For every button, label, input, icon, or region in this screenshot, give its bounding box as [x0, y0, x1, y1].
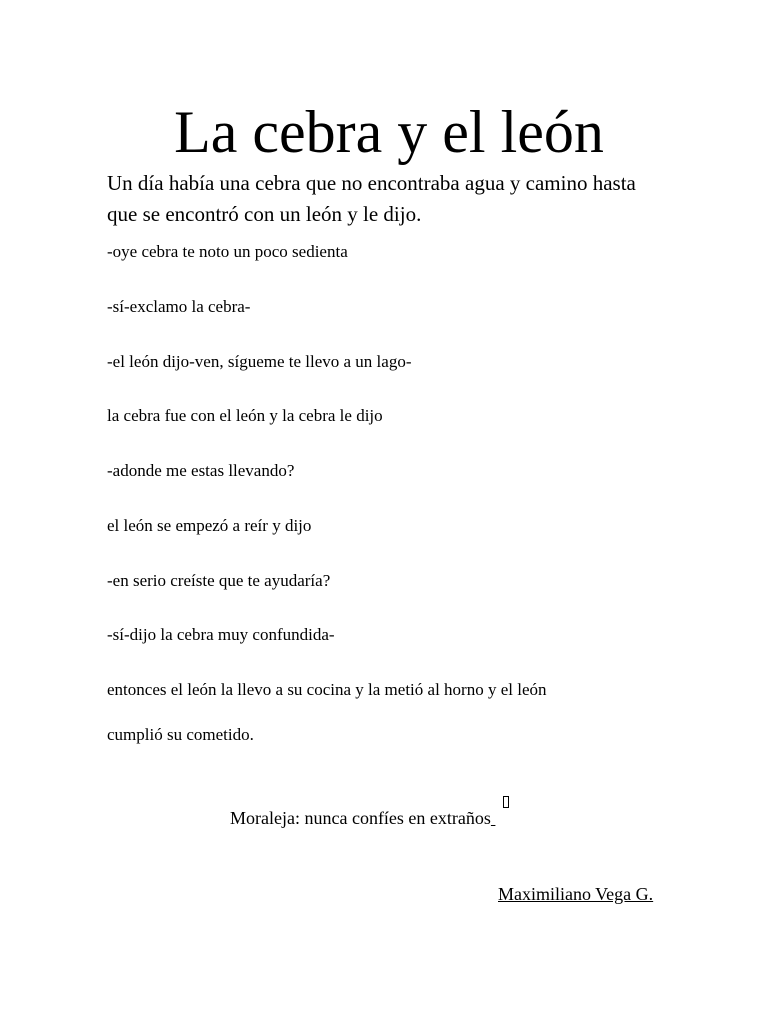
story-line: -oye cebra te noto un poco sedienta — [107, 242, 348, 261]
story-author: Maximiliano Vega G. — [498, 884, 654, 904]
story-intro: Un día había una cebra que no encontraba agua y camino hasta que se encontró con un león y le dijo. — [107, 171, 636, 226]
story-line: la cebra fue con el león y la cebra le dijo — [107, 406, 383, 425]
moral-text: Moraleja: nunca confíes en extraños — [230, 808, 491, 828]
moral-underline — [491, 808, 496, 828]
story-line: -sí-dijo la cebra muy confundida- — [107, 625, 335, 644]
story-line: -en serio creíste que te ayudaría? — [107, 571, 331, 590]
story-moral — [230, 806, 495, 830]
story-line: el león se empezó a reír y dijo — [107, 516, 312, 535]
story-line: -sí-exclamo la cebra- — [107, 297, 251, 316]
missing-glyph-icon — [503, 796, 509, 808]
story-line: entonces el león la llevo a su cocina y la metió al horno y el león — [107, 680, 547, 699]
story-line: cumplió su cometido. — [107, 725, 254, 744]
story-line: -adonde me estas llevando? — [107, 461, 295, 480]
story-title: La cebra y el león — [174, 99, 604, 165]
story-line: -el león dijo-ven, sígueme te llevo a un lago- — [107, 352, 412, 371]
